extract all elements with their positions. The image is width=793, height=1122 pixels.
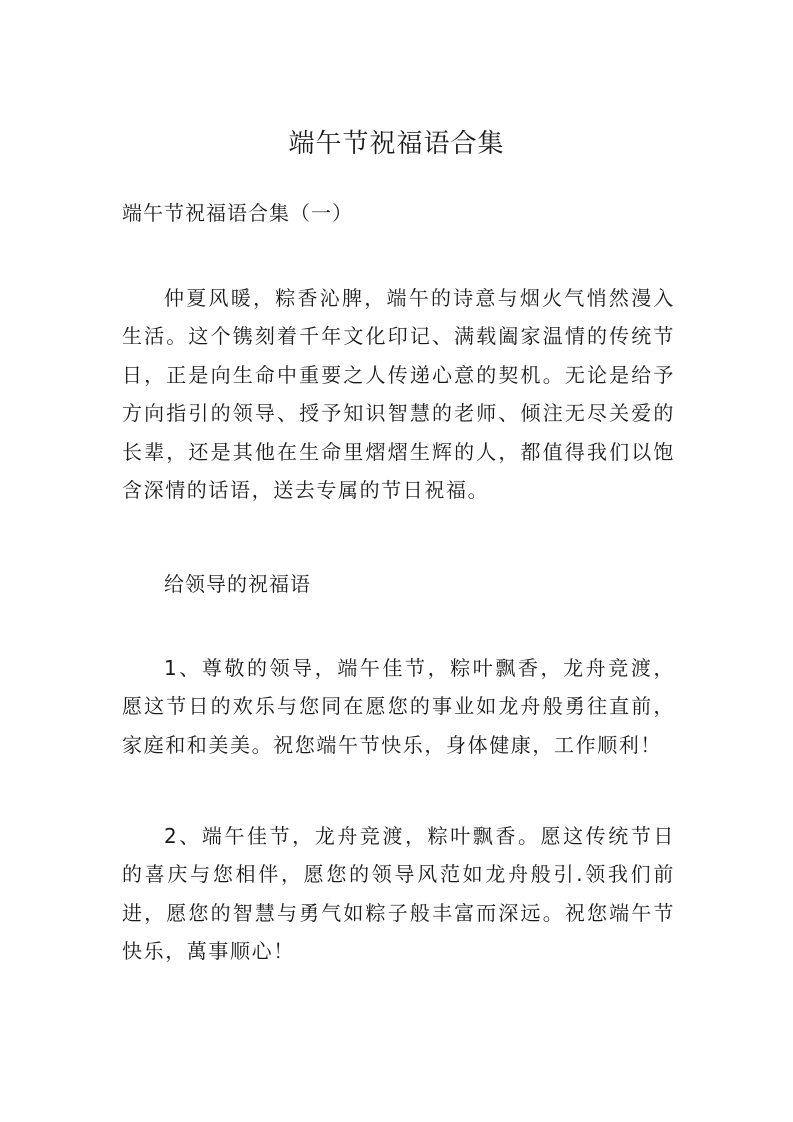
page-title: 端午节祝福语合集	[288, 129, 505, 159]
section-heading: 给领导的祝福语	[164, 572, 311, 596]
subtitle: 端午节祝福语合集（一）	[122, 201, 353, 225]
blessing-item: 1、尊敬的领导，端午佳节，粽叶飘香，龙舟竞渡，愿这节日的欢乐与您同在愿您的事业如龙舟般勇往直前，家庭和和美美。祝您端午节快乐，身体健康，工作顺利！	[122, 656, 675, 757]
intro-paragraph: 仲夏风暖，粽香沁脾，端午的诗意与烟火气悄然漫入生活。这个镌刻着千年文化印记、满载阖家温情的传统节日，正是向生命中重要之人传递心意的契机。无论是给予方向指引的领导、授予知识智慧的老师、倾注无尽关爱的长辈，还是其他在生命里熠熠生辉的人，都值得我们以饱含深情的话语，送去专属的节日祝福。	[122, 286, 675, 503]
blessing-item: 2、端午佳节，龙舟竞渡，粽叶飘香。愿这传统节日的喜庆与您相伴，愿您的领导风范如龙舟般引.领我们前进，愿您的智慧与勇气如粽子般丰富而深远。祝您端午节快乐，萬事顺心！	[122, 824, 675, 964]
